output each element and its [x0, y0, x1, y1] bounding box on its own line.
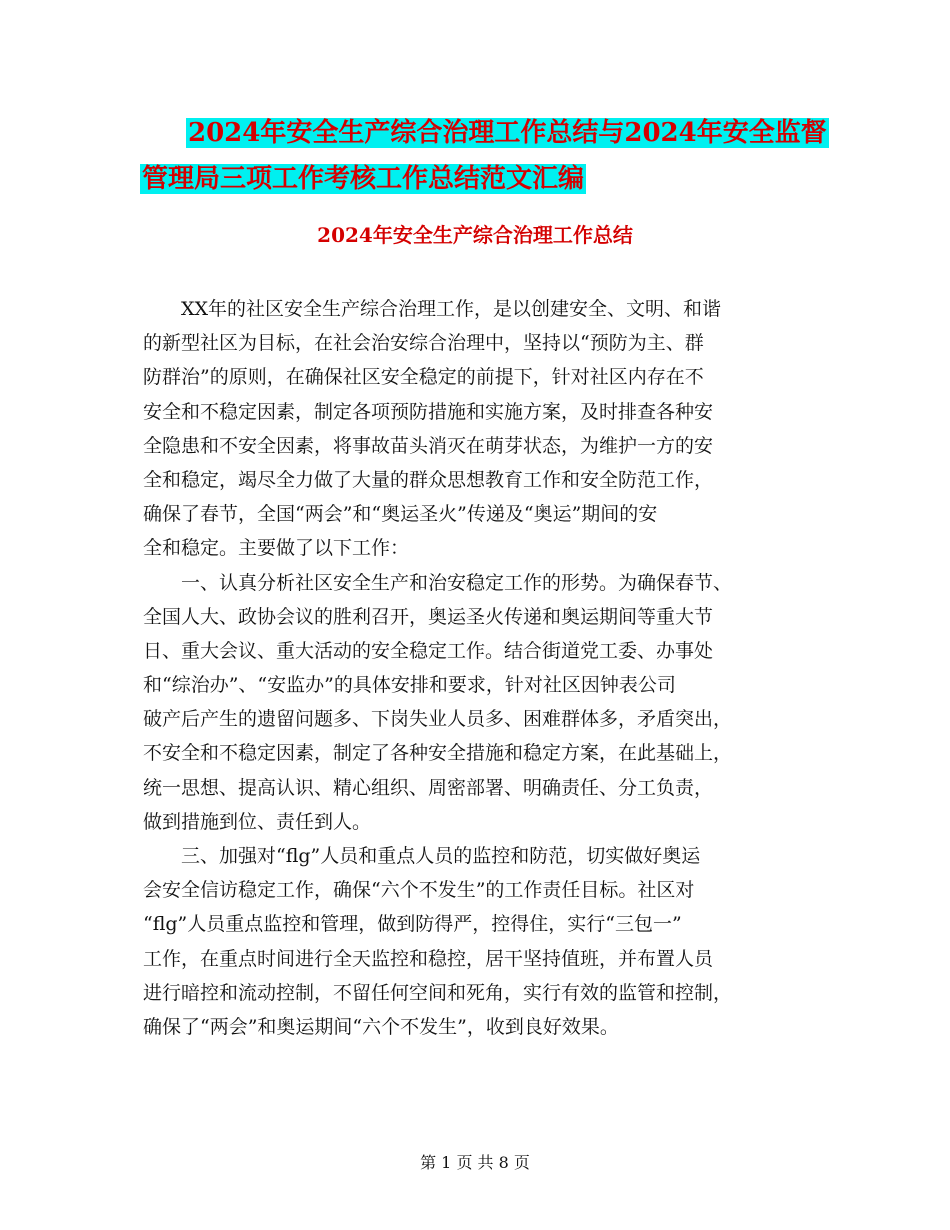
paragraph-3-line: 工作，在重点时间进行全天监控和稳控，居干坚持值班，并布置人员	[143, 947, 714, 970]
paragraph-3-line: 三、加强对“flg”人员和重点人员的监控和防范，切实做好奥运	[181, 845, 701, 867]
paragraph-1-line: 确保了春节，全国“两会”和“奥运圣火”传递及“奥运”期间的安	[143, 503, 658, 526]
paragraph-1-line: 的新型社区为目标，在社会治安综合治理中，坚持以“预防为主、群	[143, 332, 704, 355]
paragraph-1-line: XX年的社区安全生产综合治理工作，是以创建安全、文明、和谐	[181, 298, 722, 320]
paragraph-3-line: “flg”人员重点监控和管理，做到防得严，控得住，实行“三包一”	[143, 913, 682, 936]
paragraph-2-line: 日、重大会议、重大活动的安全稳定工作。结合街道党工委、办事处	[143, 639, 714, 662]
paragraph-1-line: 防群治”的原则，在确保社区安全稳定的前提下，针对社区内存在不	[143, 366, 704, 389]
paragraph-2-line: 一、认真分析社区安全生产和治安稳定工作的形势。为确保春节、	[181, 571, 733, 594]
page-footer: 第 1 页 共 8 页	[420, 1153, 530, 1172]
document-title-line-2: 管理局三项工作考核工作总结范文汇编	[142, 164, 585, 194]
document-title-line-1: 2024年安全生产综合治理工作总结与2024年安全监督	[188, 118, 827, 148]
paragraph-3-line: 会安全信访稳定工作，确保“六个不发生”的工作责任目标。社区对	[143, 879, 695, 902]
paragraph-1-line: 全隐患和不安全因素，将事故苗头消灭在萌芽状态，为维护一方的安	[143, 434, 714, 457]
paragraph-2-line: 做到措施到位、责任到人。	[143, 810, 372, 833]
paragraph-1-line: 全和稳定，竭尽全力做了大量的群众思想教育工作和安全防范工作，	[143, 468, 714, 491]
paragraph-1-line: 安全和不稳定因素，制定各项预防措施和实施方案，及时排查各种安	[143, 400, 714, 423]
paragraph-2-line: 全国人大、政协会议的胜利召开，奥运圣火传递和奥运期间等重大节	[143, 605, 714, 628]
paragraph-2-line: 统一思想、提高认识、精心组织、周密部署、明确责任、分工负责，	[143, 776, 714, 799]
paragraph-3-line: 确保了“两会”和奥运期间“六个不发生”，收到良好效果。	[143, 1015, 619, 1038]
paragraph-2-line: 和“综治办”、“安监办”的具体安排和要求，针对社区因钟表公司	[143, 674, 676, 697]
paragraph-1-line: 全和稳定。主要做了以下工作：	[143, 537, 410, 560]
paragraph-3-line: 进行暗控和流动控制，不留任何空间和死角，实行有效的监管和控制，	[143, 981, 733, 1004]
section-title: 2024年安全生产综合治理工作总结	[317, 223, 633, 247]
paragraph-2-line: 破产后产生的遗留问题多、下岗失业人员多、困难群体多，矛盾突出，	[143, 708, 733, 731]
document-body	[143, 292, 819, 1044]
document-title	[140, 110, 830, 202]
paragraph-2-line: 不安全和不稳定因素，制定了各种安全措施和稳定方案，在此基础上，	[143, 742, 733, 765]
